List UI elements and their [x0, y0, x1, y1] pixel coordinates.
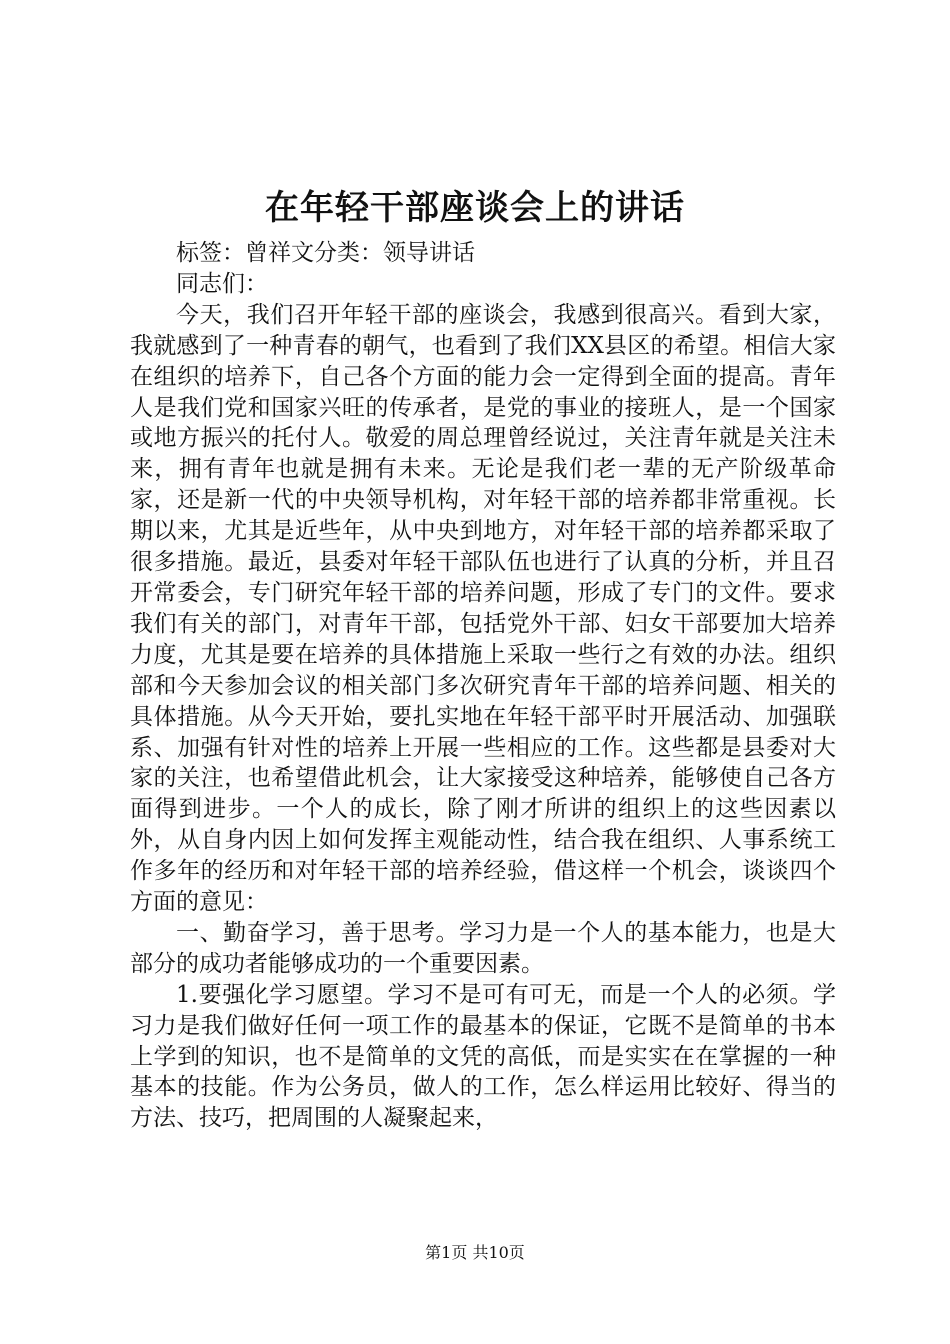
document-body [130, 238, 836, 1134]
document-title: 在年轻干部座谈会上的讲话 [265, 188, 685, 228]
page-footer: 第1页 共10页 [425, 1243, 525, 1262]
paragraph: 一、勤奋学习，善于思考。学习力是一个人的基本能力，也是大部分的成功者能够成功的一个重要因素。 [130, 919, 836, 977]
salutation: 同志们： [176, 270, 268, 297]
meta-line: 标签：曾祥文分类：领导讲话 [176, 240, 475, 266]
paragraph: 今天，我们召开年轻干部的座谈会，我感到很高兴。看到大家，我就感到了一种青春的朝气，也看到了我们XX县区的希望。相信大家在组织的培养下，自己各个方面的能力会一定得到全面的提高。青年人是我们党和国家兴旺的传承者，是党的事业的接班人，是一个国家或地方振兴的托付人。敬爱的周总理曾经说过，关注青年就是关注未来，拥有青年也就是拥有未来。无论是我们老一辈的无产阶级革命家，还是新一代的中央领导机构，对年轻干部的培养都非常重视。长期以来，尤其是近些年，从中央到地方，对年轻干部的培养都采取了很多措施。最近，县委对年轻干部队伍也进行了认真的分析，并且召开常委会，专门研究年轻干部的培养问题，形成了专门的文件。要求我们有关的部门，对青年干部，包括党外干部、妇女干部要加大培养力度，尤其是要在培养的具体措施上采取一些行之有效的办法。组织部和今天参加会议的相关部门多次研究青年干部的培养问题、相关的具体措施。从今天开始，要扎实地在年轻干部平时开展活动、加强联系、加强有针对性的培养上开展一些相应的工作。这些都是县委对大家的关注，也希望借此机会，让大家接受这种培养，能够使自己各方面得到进步。一个人的成长，除了刚才所讲的组织上的这些因素以外，从自身内因上如何发挥主观能动性，结合我在组织、人事系统工作多年的经历和对年轻干部的培养经验，借这样一个机会，谈谈四个方面的意见： [130, 301, 836, 916]
paragraph: 1.要强化学习愿望。学习不是可有可无，而是一个人的必须。学习力是我们做好任何一项工作的最基本的保证，它既不是简单的书本上学到的知识，也不是简单的文凭的高低，而是实实在在掌握的一种基本的技能。作为公务员，做人的工作，怎么样运用比较好、得当的方法、技巧，把周围的人凝聚起来， [130, 981, 836, 1132]
